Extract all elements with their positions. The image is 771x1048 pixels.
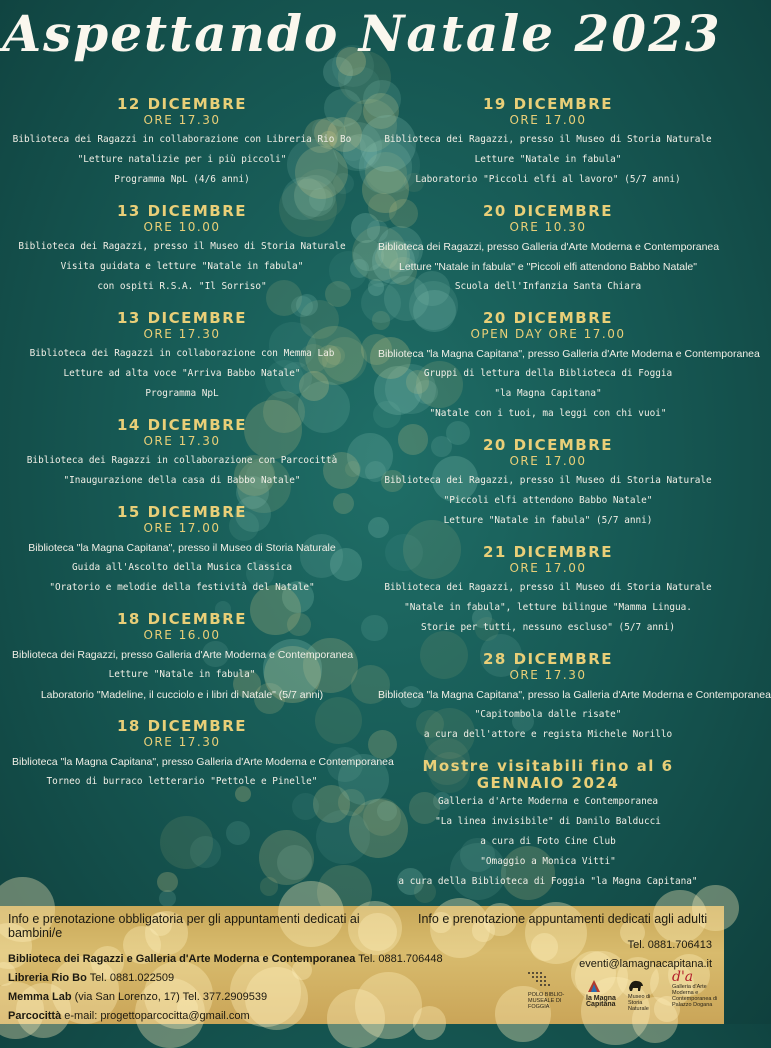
event-date: 20 DICEMBRE <box>482 309 614 327</box>
event-time: ORE 17.00 <box>143 521 221 535</box>
event-detail-line: Biblioteca "la Magna Capitana", presso Galleria d'Arte Moderna e Contemporanea <box>12 756 394 768</box>
event-time: ORE 17.00 <box>509 454 587 468</box>
event-date: 18 DICEMBRE <box>116 610 248 628</box>
event-time: ORE 17.00 <box>509 113 587 127</box>
event-detail-line: a cura dell'attore e regista Michele Norillo <box>423 729 673 740</box>
event-detail-line: "la Magna Capitana" <box>494 388 602 399</box>
event-block <box>12 203 352 297</box>
event-block <box>12 417 352 491</box>
contact-name: Parcocittà <box>8 1010 62 1022</box>
event-date: 12 DICEMBRE <box>116 95 248 113</box>
contact-info: Tel. 0881.706448 <box>358 953 443 965</box>
event-detail-line: Biblioteca "la Magna Capitana", presso Galleria d'Arte Moderna e Contemporanea <box>378 348 760 360</box>
event-block <box>378 544 718 638</box>
contact-row <box>8 1007 408 1026</box>
event-detail-line: Biblioteca dei Ragazzi in collaborazione con Memma Lab <box>29 348 335 359</box>
event-detail-line: Letture "Natale in fabula" e "Piccoli elfi attendono Babbo Natale" <box>398 261 697 273</box>
event-detail-line: Biblioteca dei Ragazzi in collaborazione con Parcocittà <box>26 455 338 466</box>
event-detail-line: Biblioteca dei Ragazzi, presso Galleria d'Arte Moderna e Contemporanea <box>378 241 720 253</box>
event-detail-line: "Natale in fabula", letture bilingue "Mamma Lingua. <box>404 602 692 613</box>
logo-text: la Magna Capitana <box>586 995 616 1008</box>
event-date: Mostre visitabili fino al 6 GENNAIO 2024 <box>422 757 674 792</box>
event-date: 14 DICEMBRE <box>116 416 248 434</box>
bokeh-light <box>259 830 314 885</box>
adults-tel: Tel. 0881.706413 <box>627 939 712 951</box>
event-detail-line: Letture ad alta voce "Arriva Babbo Natale" <box>63 368 301 379</box>
contact-name: Libreria Rio Bo <box>8 972 87 984</box>
event-date: 18 DICEMBRE <box>116 717 248 735</box>
polo-grid-icon <box>528 972 550 990</box>
event-detail-line: Letture "Natale in fabula" <box>108 669 256 680</box>
event-detail-line: con ospiti R.S.A. "Il Sorriso" <box>97 281 267 292</box>
event-date: 21 DICEMBRE <box>482 543 614 561</box>
event-date: 20 DICEMBRE <box>482 202 614 220</box>
event-detail-line: Galleria d'Arte Moderna e Contemporanea <box>437 796 659 807</box>
event-detail-line: "Capitombola dalle risate" <box>474 709 622 720</box>
event-detail-line: Scuola dell'Infanzia Santa Chiara <box>454 281 642 292</box>
event-detail-line: "Piccoli elfi attendono Babbo Natale" <box>443 495 653 506</box>
event-block <box>12 504 352 598</box>
event-detail-line: Biblioteca dei Ragazzi, presso Galleria d'Arte Moderna e Contemporanea <box>12 649 354 661</box>
event-date: 15 DICEMBRE <box>116 503 248 521</box>
bokeh-light <box>160 816 213 869</box>
event-detail-line: Biblioteca dei Ragazzi, presso il Museo di Storia Naturale <box>384 475 712 486</box>
polo-biblio-museale-logo <box>528 972 570 1010</box>
event-block <box>378 309 760 424</box>
event-block <box>378 758 718 892</box>
logo-text: Galleria d'Arte Moderna e Contemporanea di Palazzo Dogana <box>672 984 718 1008</box>
event-time: ORE 17.30 <box>143 735 221 749</box>
event-block <box>12 310 352 404</box>
event-detail-line: "Omaggio a Monica Vitti" <box>480 856 616 867</box>
event-detail-line: Laboratorio "Piccoli elfi al lavoro" (5/7 anni) <box>415 174 681 185</box>
bokeh-light <box>316 810 370 864</box>
event-detail-line: Visita guidata e letture "Natale in fabula" <box>60 261 304 272</box>
event-block <box>12 717 394 792</box>
event-time: ORE 16.00 <box>143 628 221 642</box>
bokeh-light <box>351 213 381 243</box>
magna-capitana-icon <box>586 978 602 994</box>
bokeh-light <box>260 877 279 896</box>
event-detail-line: Guida all'Ascolto della Musica Classica <box>71 562 293 573</box>
event-block <box>378 96 718 190</box>
bokeh-light <box>277 845 312 880</box>
galleria-da-mark: d'a <box>672 969 694 985</box>
event-detail-line: Biblioteca "la Magna Capitana", presso la Galleria d'Arte Moderna e Contemporanea <box>378 689 771 701</box>
event-time: ORE 10.30 <box>509 220 587 234</box>
contact-row <box>8 950 443 969</box>
contact-info: (via San Lorenzo, 17) Tel. 377.2909539 <box>74 991 268 1003</box>
contact-info: Tel. 0881.022509 <box>89 972 175 984</box>
bokeh-light <box>226 821 250 845</box>
poster-title: Aspettando Natale 2023 <box>2 4 722 63</box>
bokeh-light <box>350 259 369 278</box>
event-detail-line: Biblioteca dei Ragazzi, presso il Museo di Storia Naturale <box>18 241 346 252</box>
right-events-column <box>378 95 771 905</box>
footer-children-heading: Info e prenotazione obbligatoria per gli appuntamenti dedicati ai bambini/e <box>8 912 360 940</box>
bokeh-light <box>413 1006 446 1039</box>
event-detail-line: "Inaugurazione della casa di Babbo Natale" <box>63 475 301 486</box>
event-time: ORE 10.00 <box>143 220 221 234</box>
event-block <box>378 650 771 745</box>
animal-silhouette-icon <box>628 978 644 992</box>
partner-logos <box>528 970 718 1020</box>
contact-name: Memma Lab <box>8 991 72 1003</box>
contact-row <box>8 988 408 1007</box>
event-detail-line: "Oratorio e melodie della festività del Natale" <box>49 582 315 593</box>
event-detail-line: Programma NpL (4/6 anni) <box>114 174 250 185</box>
event-detail-line: Torneo di burraco letterario "Pettole e Pinelle" <box>46 776 318 787</box>
event-detail-line: a cura della Biblioteca di Foggia "la Magna Capitana" <box>398 876 698 887</box>
magna-capitana-logo <box>586 978 622 1008</box>
contact-row <box>8 969 408 988</box>
event-block <box>378 203 718 297</box>
contact-name: Biblioteca dei Ragazzi e Galleria d'Arte Moderna e Contemporanea <box>8 953 356 965</box>
galleria-arte-logo <box>672 970 718 1008</box>
event-time: ORE 17.30 <box>143 327 221 341</box>
footer-adults-info <box>392 912 712 974</box>
event-time: ORE 17.30 <box>143 113 221 127</box>
event-detail-line: Biblioteca dei Ragazzi, presso il Museo di Storia Naturale <box>384 134 712 145</box>
event-block <box>378 437 718 531</box>
event-date: 13 DICEMBRE <box>116 309 248 327</box>
bokeh-light <box>190 836 222 868</box>
event-date: 19 DICEMBRE <box>482 95 614 113</box>
event-time: ORE 17.30 <box>509 668 587 682</box>
event-time: OPEN DAY ORE 17.00 <box>470 327 626 341</box>
event-time: ORE 17.00 <box>509 561 587 575</box>
event-detail-line: Biblioteca "la Magna Capitana", presso il Museo di Storia Naturale <box>28 542 336 554</box>
contact-email[interactable]: e-mail: progettoparcocitta@gmail.com <box>64 1010 250 1022</box>
event-detail-line: Letture "Natale in fabula" <box>474 154 622 165</box>
event-detail-line: "La linea invisibile" di Danilo Balducci <box>435 816 661 827</box>
event-detail-line: Biblioteca dei Ragazzi, presso il Museo di Storia Naturale <box>384 582 712 593</box>
event-detail-line: Programma NpL <box>145 388 219 399</box>
adults-email[interactable]: eventi@lamagnacapitana.it <box>579 958 712 970</box>
left-events-column <box>12 95 394 805</box>
event-detail-line: "Letture natalizie per i più piccoli" <box>77 154 287 165</box>
event-detail-line: "Natale con i tuoi, ma leggi con chi vuoi" <box>429 408 667 419</box>
event-date: 28 DICEMBRE <box>482 650 614 668</box>
event-block <box>12 611 352 705</box>
footer-adults-heading: Info e prenotazione appuntamenti dedicati agli adulti <box>418 912 708 926</box>
footer-children-info <box>8 912 443 1026</box>
logo-text: Museo di Storia Naturale <box>628 994 651 1012</box>
event-date: 13 DICEMBRE <box>116 202 248 220</box>
event-detail-line: Laboratorio "Madeline, il cucciolo e i libri di Natale" (5/7 anni) <box>40 689 324 701</box>
event-detail-line: Storie per tutti, nessuno escluso" (5/7 anni) <box>421 622 675 633</box>
bokeh-light <box>159 890 176 907</box>
logo-text: POLO BIBLIO-MUSEALE DI FOGGIA <box>528 992 565 1010</box>
event-time: ORE 17.30 <box>143 434 221 448</box>
event-block <box>12 96 352 190</box>
event-detail-line: a cura di Foto Cine Club <box>480 836 616 847</box>
event-detail-line: Letture "Natale in fabula" (5/7 anni) <box>443 515 653 526</box>
museo-storia-naturale-logo <box>628 978 662 1012</box>
event-detail-line: Biblioteca dei Ragazzi in collaborazione con Libreria Rio Bo <box>12 134 352 145</box>
event-detail-line: Gruppi di lettura della Biblioteca di Foggia <box>423 368 673 379</box>
bokeh-light <box>157 872 177 892</box>
event-date: 20 DICEMBRE <box>482 436 614 454</box>
info-footer <box>0 906 724 1024</box>
